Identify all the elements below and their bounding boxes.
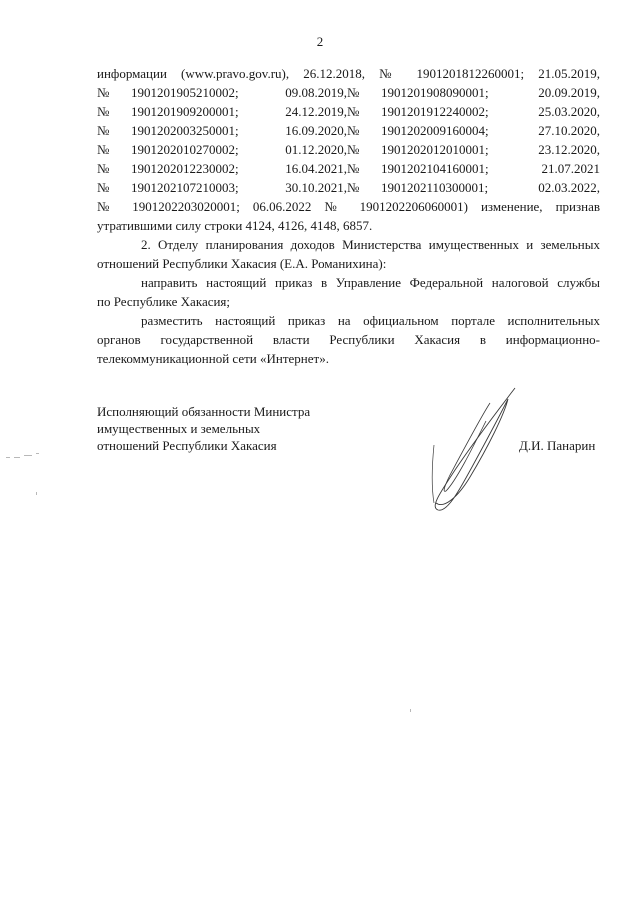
- signatory-title: [97, 403, 310, 454]
- text-line: отношений Республики Хакасия (Е.А. Романихина):: [97, 256, 387, 271]
- signature-stroke: [435, 388, 515, 510]
- registry-number: 1901202009160004;: [381, 123, 489, 138]
- number-sign: №: [347, 142, 360, 157]
- scan-mark: [14, 457, 20, 458]
- handwritten-signature: [420, 385, 530, 515]
- registry-number: 1901201912240002;: [381, 104, 489, 119]
- order-continuation-text: [97, 64, 600, 235]
- page-number: 2: [316, 34, 324, 49]
- number-sign: №: [97, 85, 110, 100]
- registry-row: [97, 178, 600, 197]
- scan-mark: [24, 455, 32, 456]
- registry-number: 1901202012010001;: [381, 142, 489, 157]
- number-sign: №: [97, 161, 110, 176]
- scan-mark: [36, 492, 37, 495]
- number-sign: №: [97, 123, 110, 138]
- signature-stroke: [432, 445, 434, 503]
- registry-row: [97, 159, 600, 178]
- registry-row: [97, 102, 600, 121]
- text-line: разместить настоящий приказ на официальном портале исполнительных: [141, 313, 600, 328]
- number-sign: №: [347, 123, 360, 138]
- registry-date: 24.12.2019,: [285, 104, 347, 119]
- number-sign: №: [347, 104, 360, 119]
- registry-number: 1901202012230002;: [131, 161, 239, 176]
- signatory-title-line: отношений Республики Хакасия: [97, 438, 277, 453]
- registry-date: 02.03.2022,: [538, 180, 600, 195]
- registry-date: 21.07.2021: [541, 161, 600, 176]
- registry-number: 1901201909200001;: [131, 104, 239, 119]
- registry-date: 20.09.2019,: [538, 85, 600, 100]
- text-line: телекоммуникационной сети «Интернет».: [97, 351, 329, 366]
- signatory-name: Д.И. Панарин: [519, 438, 596, 453]
- text-line: направить настоящий приказ в Управление Федеральной налоговой службы: [141, 275, 600, 290]
- text-line: 2. Отделу планирования доходов Министерства имущественных и земельных: [141, 237, 600, 252]
- registry-number: 1901202110300001;: [381, 180, 489, 195]
- registry-row: [97, 140, 600, 159]
- registry-date: 16.09.2020,: [285, 123, 347, 138]
- text-line: по Республике Хакасия;: [97, 294, 231, 309]
- number-sign: №: [347, 180, 360, 195]
- registry-number: 1901201908090001;: [381, 85, 489, 100]
- text-line: № 1901202203020001; 06.06.2022 № 1901202206060001) изменение, признав: [97, 199, 600, 214]
- registry-date: 27.10.2020,: [538, 123, 600, 138]
- order-item-2: [97, 235, 600, 368]
- number-sign: №: [347, 161, 360, 176]
- number-sign: №: [347, 85, 360, 100]
- signatory-title-line: Исполняющий обязанности Министра: [97, 404, 311, 419]
- registry-row: [97, 121, 600, 140]
- registry-number: 1901202104160001;: [381, 161, 489, 176]
- registry-date: 23.12.2020,: [538, 142, 600, 157]
- signatory-title-line: имущественных и земельных: [97, 421, 261, 436]
- registry-date: 30.10.2021,: [285, 180, 347, 195]
- number-sign: №: [97, 142, 110, 157]
- registry-date: 25.03.2020,: [538, 104, 600, 119]
- registry-number: 1901202003250001;: [131, 123, 239, 138]
- registry-date: 09.08.2019,: [285, 85, 347, 100]
- text-line: утратившими силу строки 4124, 4126, 4148, 6857.: [97, 218, 373, 233]
- registry-row: [97, 83, 600, 102]
- text-line: информации (www.pravo.gov.ru), 26.12.2018, № 1901201812260001; 21.05.2019,: [97, 66, 600, 81]
- scan-mark: [410, 709, 411, 712]
- scan-mark: [36, 453, 39, 454]
- number-sign: №: [97, 104, 110, 119]
- registry-date: 16.04.2021,: [285, 161, 347, 176]
- scan-mark: [6, 457, 10, 458]
- registry-number: 1901202107210003;: [131, 180, 239, 195]
- registry-number: 1901201905210002;: [131, 85, 239, 100]
- registry-number: 1901202010270002;: [131, 142, 239, 157]
- registry-date: 01.12.2020,: [285, 142, 347, 157]
- text-line: органов государственной власти Республики Хакасия в информационно-: [97, 332, 600, 347]
- number-sign: №: [97, 180, 110, 195]
